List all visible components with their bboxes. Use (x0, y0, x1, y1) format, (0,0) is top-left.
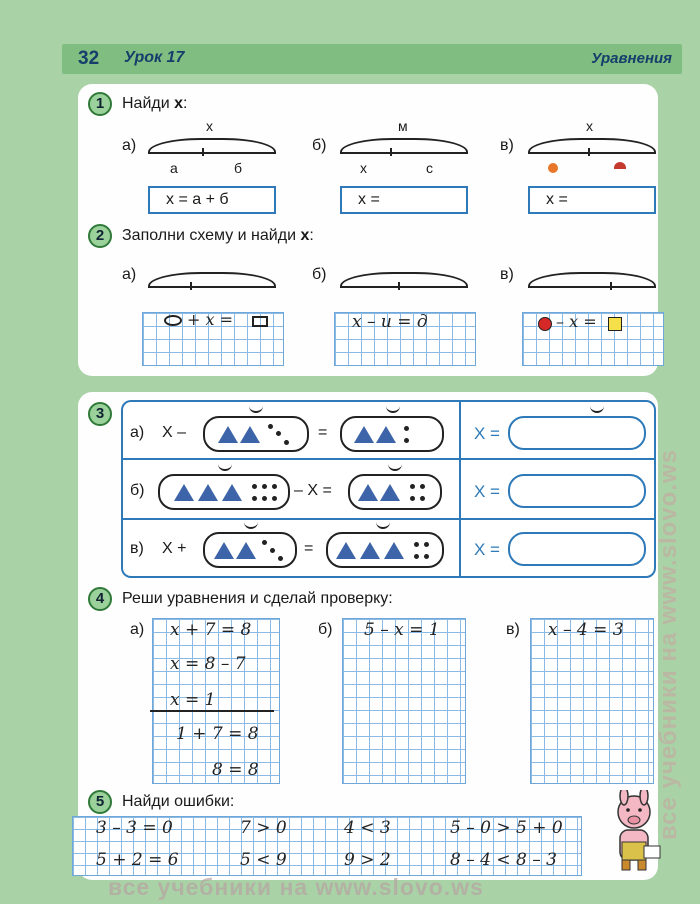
fish-icon (164, 315, 182, 326)
task4b-grid[interactable] (342, 618, 466, 784)
task3b-dot (420, 496, 425, 501)
task3c-equals: = (304, 540, 314, 557)
task2a-tick (190, 282, 192, 290)
task1-title-var: x (174, 95, 184, 112)
task3c-left-x: X + (162, 540, 187, 557)
task3c-dot (414, 542, 419, 547)
task5-item: 9 > 2 (344, 850, 391, 870)
yellow-square-icon (608, 317, 622, 331)
task3b-minus-x: – X = (294, 482, 332, 499)
task3b-dot (272, 484, 277, 489)
task2c-label-text: в) (500, 266, 514, 283)
page-number: 32 (78, 48, 100, 69)
task3b-label: б) (130, 482, 145, 499)
task3c-answer-field[interactable] (508, 532, 646, 566)
task3a-label: а) (130, 424, 145, 441)
task1c-tick (588, 148, 590, 156)
task3b-answer-field[interactable] (508, 474, 646, 508)
task3c-triangle (236, 542, 256, 559)
task3b-dot (262, 484, 267, 489)
task3a-triangle (354, 426, 374, 443)
task3a-answer-label: X = (474, 424, 500, 443)
task3c-dot (424, 554, 429, 559)
task4a-line-3: x = 1 (170, 690, 216, 710)
task3b-dot (262, 496, 267, 501)
task4a-line-4: 1 + 7 = 8 (176, 724, 259, 744)
topic-title: Уравнения (591, 50, 672, 67)
task2c-tick (610, 282, 612, 290)
task3c-triangle (360, 542, 380, 559)
lesson-title: Урок 17 (124, 49, 185, 66)
task2b-tick (398, 282, 400, 290)
task3b-dot (272, 496, 277, 501)
task3b-triangle (380, 484, 400, 501)
task1c-label: в) (500, 137, 514, 154)
task4c-line-1: x – 4 = 3 (548, 620, 624, 640)
task1-title-text: Найди (122, 95, 175, 112)
task3a-left-x: X – (162, 424, 187, 441)
task2-title-var: x (300, 227, 310, 244)
task1b-tick (390, 148, 392, 156)
task1a-tick (202, 148, 204, 156)
task3a-triangle (218, 426, 238, 443)
task2c-segment (528, 286, 656, 288)
task1-number: 1 (88, 92, 112, 116)
task5-item: 8 – 4 < 8 – 3 (450, 850, 557, 870)
task5-item: 4 < 3 (344, 818, 391, 838)
task4a-label: а) (130, 621, 145, 638)
task4a-line-5: 8 = 8 (212, 760, 259, 780)
table-row-divider-2 (123, 518, 654, 520)
task2-title (122, 227, 314, 245)
table-col-divider (459, 402, 461, 576)
task4a-line-1: x + 7 = 8 (170, 620, 252, 640)
task3b-triangle (222, 484, 242, 501)
watermark-vertical: все учебники на www.slovo.ws (655, 449, 682, 840)
red-circle-icon (538, 317, 552, 331)
task3a-triangle (240, 426, 260, 443)
task1c-top: x (586, 118, 593, 134)
task3b-dot (252, 496, 257, 501)
task5-title: Найди ошибки: (122, 793, 235, 810)
task4-title: Реши уравнения и сделай проверку: (122, 590, 393, 607)
task5-item: 5 + 2 = 6 (96, 850, 179, 870)
task2-number: 2 (88, 224, 112, 248)
task4b-label: б) (318, 621, 333, 638)
task1b-label: б) (312, 137, 327, 154)
task3c-dot (414, 554, 419, 559)
task3a-dot (284, 440, 289, 445)
task3a-dot (404, 426, 409, 431)
task1b-left: x (360, 160, 367, 176)
task3b-answer-label: X = (474, 482, 500, 501)
task5-item: 5 < 9 (240, 850, 287, 870)
task2a-label: а) (122, 266, 137, 283)
task5-item: 3 – 3 = 0 (96, 818, 173, 838)
task2-title-text: Заполни схему и найди (122, 227, 301, 244)
apple-icon (548, 163, 558, 173)
task4a-line-2: x = 8 – 7 (170, 654, 246, 674)
task2b-equation: x – и = д (352, 312, 428, 332)
task4b-line-1: 5 – x = 1 (364, 620, 440, 640)
task1b-answer[interactable]: x = (340, 186, 468, 214)
task1a-segment (148, 152, 276, 154)
task1-title-colon: : (183, 95, 188, 112)
task2a-segment (148, 286, 276, 288)
task3c-dot (278, 556, 283, 561)
task4c-grid[interactable] (530, 618, 654, 784)
task2b-label: б) (312, 266, 327, 283)
task3a-dot (268, 424, 273, 429)
task1b-top: м (398, 118, 408, 134)
task1a-answer[interactable]: x = а + б (148, 186, 276, 214)
task1b-right: с (426, 160, 433, 176)
task1a-top: x (206, 118, 213, 134)
task3b-triangle (174, 484, 194, 501)
task4a-divider (150, 710, 274, 712)
task5-item: 5 – 0 > 5 + 0 (450, 818, 563, 838)
task3c-dot (262, 540, 267, 545)
task3c-dot (424, 542, 429, 547)
task2-title-colon: : (309, 227, 314, 244)
envelope-icon (252, 316, 268, 327)
page-header (62, 44, 682, 74)
task3c-triangle (214, 542, 234, 559)
table-row-divider-1 (123, 458, 654, 460)
task3c-triangle (336, 542, 356, 559)
task5-number: 5 (88, 790, 112, 814)
task2a-equation: + x = (187, 310, 234, 329)
task3b-dot (420, 484, 425, 489)
watermark-bottom: все учебники на www.slovo.ws (108, 874, 484, 900)
task5-item: 7 > 0 (240, 818, 287, 838)
task3c-answer-label: X = (474, 540, 500, 559)
task4-number: 4 (88, 587, 112, 611)
task3a-dot (276, 431, 281, 436)
task1c-answer[interactable]: x = (528, 186, 656, 214)
mushroom-icon (614, 162, 626, 169)
task1a-label: а) (122, 137, 137, 154)
task1b-segment (340, 152, 468, 154)
task3b-dot (410, 496, 415, 501)
task1a-right: б (234, 160, 243, 176)
task1a-left: а (170, 160, 178, 176)
task3a-triangle (376, 426, 396, 443)
task3a-equals: = (318, 424, 328, 441)
task3c-dot (270, 548, 275, 553)
task2c-equation: – x = (556, 312, 597, 331)
task3c-label: в) (130, 540, 144, 557)
task3b-dot (410, 484, 415, 489)
task3c-triangle (384, 542, 404, 559)
task3a-dot (404, 438, 409, 443)
task3a-answer-field[interactable] (508, 416, 646, 450)
task3b-triangle (358, 484, 378, 501)
task3-number: 3 (88, 402, 112, 426)
task2b-segment (340, 286, 468, 288)
task3b-dot (252, 484, 257, 489)
task1c-segment (528, 152, 656, 154)
task1-title (122, 95, 187, 113)
task3b-triangle (198, 484, 218, 501)
task4c-label: в) (506, 621, 520, 638)
